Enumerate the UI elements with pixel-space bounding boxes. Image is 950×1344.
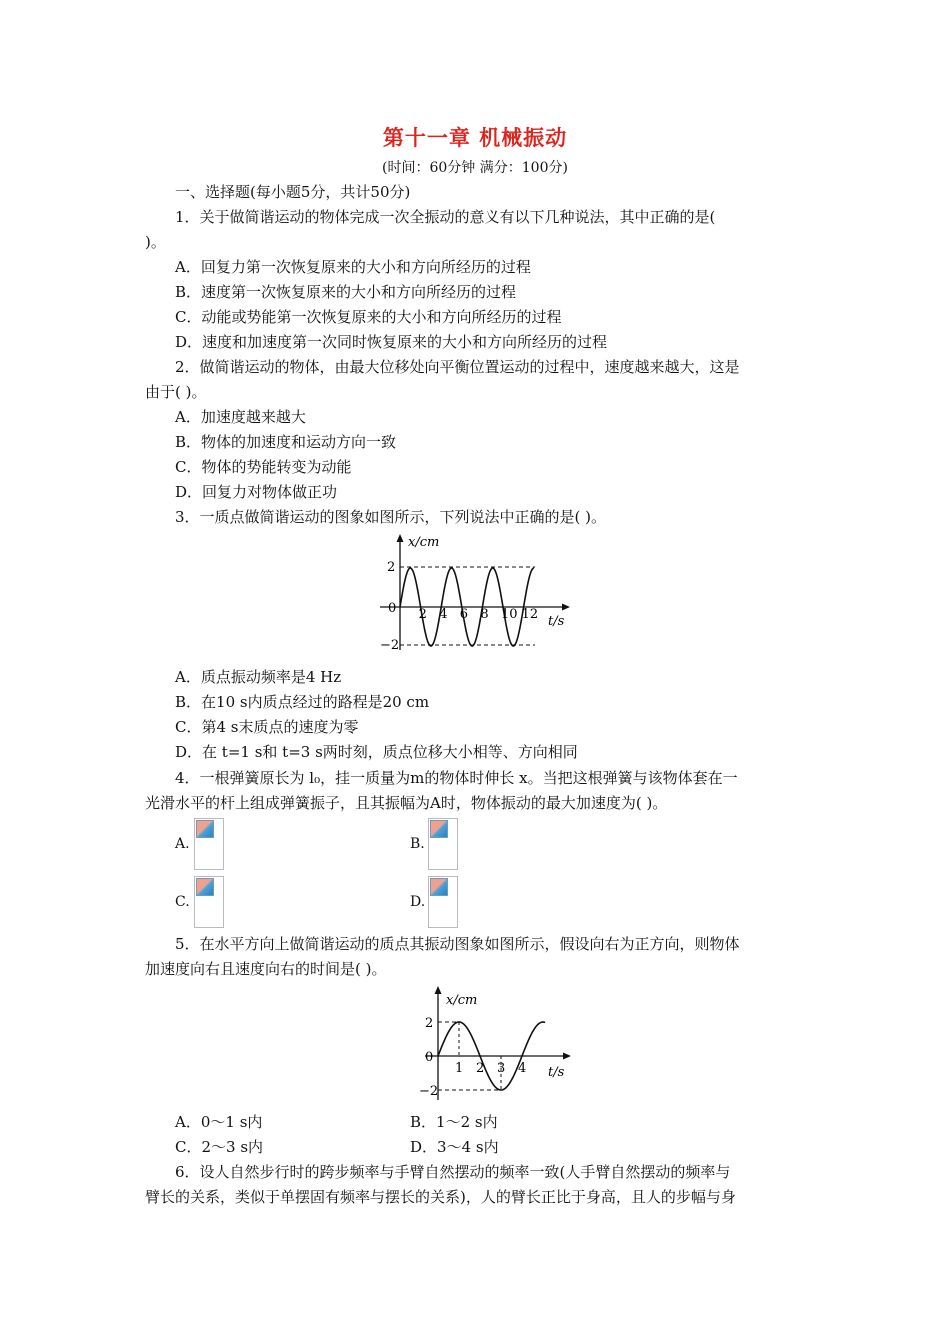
q5-ytop: 2	[425, 1016, 434, 1031]
q3-xtick-label: 12	[521, 607, 539, 622]
q3-stem: 3．一质点做简谐运动的图象如图所示，下列说法中正确的是( )。	[175, 508, 607, 526]
q5-xlabel: t/s	[548, 1065, 565, 1080]
q4-option-a-label: A.	[175, 836, 190, 852]
q1-stem-line2: )。	[145, 233, 166, 251]
q3-xtick-label: 4	[439, 607, 448, 622]
q3-xlabel: t/s	[548, 614, 565, 629]
q2-option-b: B．物体的加速度和运动方向一致	[175, 433, 397, 451]
q4-option-d-image	[428, 876, 458, 928]
q2-option-c: C．物体的势能转变为动能	[175, 458, 352, 476]
q4-stem-line2: 光滑水平的杆上组成弹簧振子，且其振幅为A时，物体振动的最大加速度为( )。	[145, 794, 668, 812]
q5-origin: 0	[425, 1050, 434, 1065]
q4-option-c-image	[194, 876, 224, 928]
chapter-title: 第十一章 机械振动	[382, 126, 568, 150]
broken-image-icon	[430, 820, 448, 838]
q3-xtick-label: 10	[501, 607, 518, 622]
q4-option-a-image	[194, 818, 224, 870]
exam-meta: (时间：60分钟 满分：100分)	[382, 160, 568, 176]
q1-option-a: A．回复力第一次恢复原来的大小和方向所经历的过程	[175, 258, 531, 276]
q5-stem-line1: 5．在水平方向上做简谐运动的质点其振动图象如图所示，假设向右为正方向，则物体	[175, 935, 740, 953]
q5-vibration-graph	[405, 982, 580, 1104]
q2-stem-line2: 由于( )。	[145, 383, 207, 401]
q3-option-a: A．质点振动频率是4 Hz	[175, 668, 342, 686]
q2-stem-line1: 2．做简谐运动的物体，由最大位移处向平衡位置运动的过程中，速度越来越大，这是	[175, 358, 740, 376]
q3-xtick-label: 2	[418, 607, 427, 622]
q3-xtick-label: 6	[459, 607, 469, 622]
q5-stem-line2: 加速度向右且速度向右的时间是( )。	[145, 960, 387, 978]
q4-option-b-image	[428, 818, 458, 870]
q2-option-a: A．加速度越来越大	[175, 408, 306, 426]
broken-image-icon	[196, 878, 214, 896]
q4-option-d-label: D.	[410, 894, 426, 910]
q2-option-d: D．回复力对物体做正功	[175, 483, 338, 501]
q4-stem-line1: 4．一根弹簧原长为 l₀，挂一质量为m的物体时伸长 x。当把这根弹簧与该物体套在一	[175, 769, 738, 787]
q5-ylabel: x/cm	[446, 993, 478, 1008]
q5-option-c: C．2～3 s内	[175, 1138, 264, 1156]
q6-stem-line2: 臂长的关系，类似于单摆固有频率与摆长的关系)，人的臂长正比于身高，且人的步幅与身	[145, 1188, 736, 1206]
q3-ybottom: −2	[380, 638, 400, 653]
q5-xtick-label: 4	[518, 1061, 527, 1076]
q5-option-d: D．3～4 s内	[410, 1138, 499, 1156]
q1-option-b: B．速度第一次恢复原来的大小和方向所经历的过程	[175, 283, 517, 301]
section-heading: 一、选择题(每小题5分，共计50分)	[175, 183, 411, 201]
q3-xtick-label: 8	[480, 607, 489, 622]
q3-option-d: D．在 t=1 s和 t=3 s两时刻，质点位移大小相等、方向相同	[175, 743, 578, 761]
q1-option-d: D．速度和加速度第一次同时恢复原来的大小和方向所经历的过程	[175, 333, 608, 351]
q3-vibration-graph	[370, 530, 580, 660]
q5-xtick-label: 2	[476, 1061, 485, 1076]
q6-stem-line1: 6．设人自然步行时的跨步频率与手臂自然摆动的频率一致(人手臂自然摆动的频率与	[175, 1163, 731, 1181]
q3-option-c: C．第4 s末质点的速度为零	[175, 718, 359, 736]
broken-image-icon	[430, 878, 448, 896]
broken-image-icon	[196, 820, 214, 838]
q5-xtick-label: 3	[497, 1061, 506, 1076]
q4-option-c-label: C.	[175, 894, 190, 910]
q1-option-c: C．动能或势能第一次恢复原来的大小和方向所经历的过程	[175, 308, 562, 326]
q4-option-b-label: B.	[410, 836, 425, 852]
q5-xtick-label: 1	[455, 1061, 464, 1076]
q3-origin: 0	[388, 601, 397, 616]
q5-option-b: B．1～2 s内	[410, 1113, 498, 1131]
q3-option-b: B．在10 s内质点经过的路程是20 cm	[175, 693, 430, 711]
q1-stem-line1: 1．关于做简谐运动的物体完成一次全振动的意义有以下几种说法，其中正确的是(	[175, 208, 716, 226]
q3-ylabel: x/cm	[408, 535, 440, 550]
q5-ybottom: −2	[419, 1084, 439, 1099]
q3-ytop: 2	[387, 560, 396, 575]
q5-option-a: A．0～1 s内	[175, 1113, 263, 1131]
